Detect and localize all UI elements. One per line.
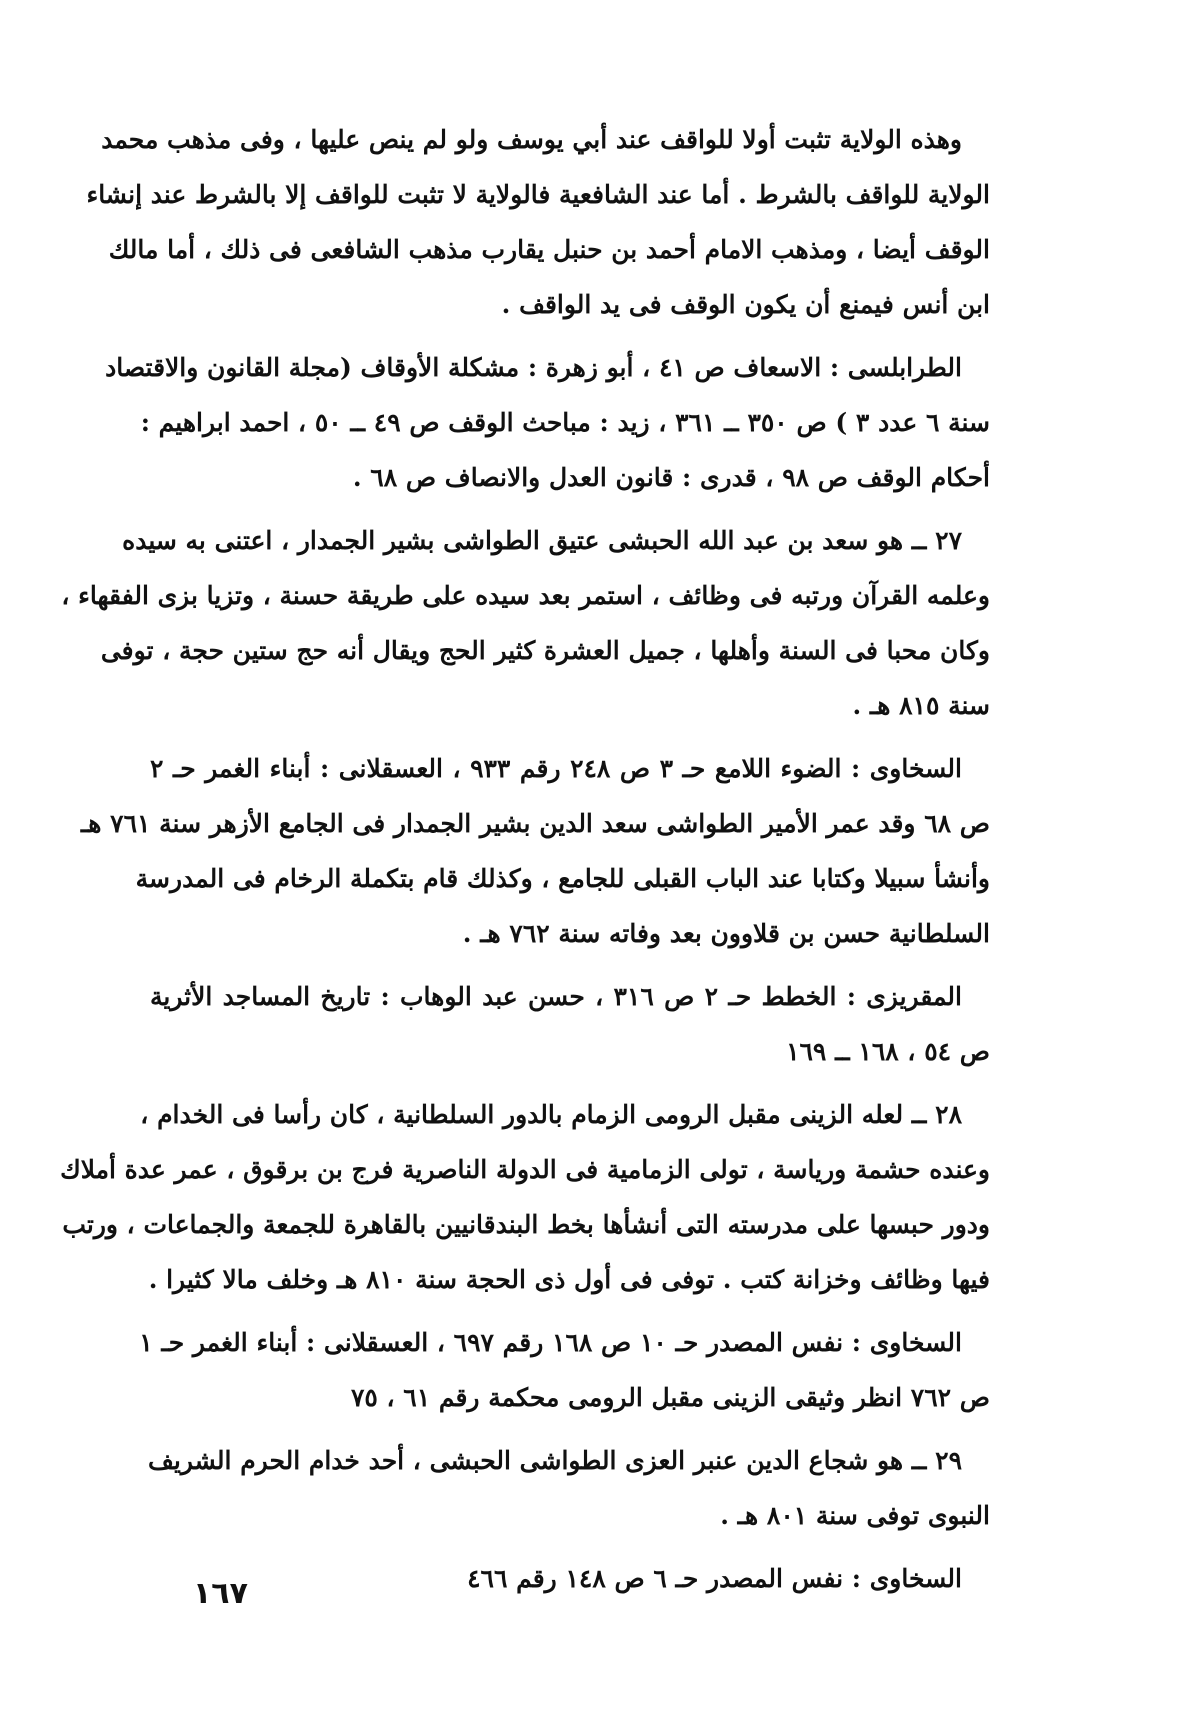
text-line: السخاوى : نفس المصدر حـ ١٠ ص ١٦٨ رقم ٦٩٧ ، العسقلانى : أبناء الغمر حـ ١ [139, 1328, 962, 1357]
text-line: ابن أنس فيمنع أن يكون الوقف فى يد الواقف . [501, 290, 990, 319]
text-line: ص ٧٦٢ انظر وثيقى الزينى مقبل الرومى محكمة رقم ٦١ ، ٧٥ [350, 1383, 990, 1412]
text-line: وأنشأ سبيلا وكتابا عند الباب القبلى للجامع ، وكذلك قام بتكملة الرخام فى المدرسة [135, 864, 990, 893]
text-line: ص ٦٨ وقد عمر الأمير الطواشى سعد الدين بشير الجمدار فى الجامع الأزهر سنة ٧٦١ هـ [80, 809, 990, 838]
text-line: ٢٨ ــ لعله الزينى مقبل الرومى الزمام بالدور السلطانية ، كان رأسا فى الخدام ، [140, 1100, 962, 1129]
paragraph-references-27 [80, 741, 990, 961]
paragraph-references-1 [105, 340, 990, 505]
text-line: وكان محبا فى السنة وأهلها ، جميل العشرة كثير الحج ويقال أنه حج ستين حجة ، توفى [100, 636, 990, 665]
text-line: الولاية للواقف بالشرط . أما عند الشافعية فالولاية لا تثبت للواقف إلا بالشرط عند إنشاء [86, 180, 990, 209]
paragraph-references-29 [150, 1551, 990, 1606]
paragraph-references-maqrizi [150, 969, 990, 1079]
text-line: سنة ٨١٥ هـ . [852, 691, 990, 720]
paragraph-references-28 [139, 1315, 990, 1425]
text-line: الوقف أيضا ، ومذهب الامام أحمد بن حنبل يقارب مذهب الشافعى فى ذلك ، أما مالك [108, 235, 990, 264]
text-line: ٢٧ ــ هو سعد بن عبد الله الحبشى عتيق الطواشى بشير الجمدار ، اعتنى به سيده [122, 526, 962, 555]
page-number: ١٦٧ [193, 1576, 248, 1611]
text-line: المقريزى : الخطط حـ ٢ ص ٣١٦ ، حسن عبد الوهاب : تاريخ المساجد الأثرية [150, 982, 962, 1011]
paragraph-note-29 [150, 1433, 990, 1543]
text-line: ٢٩ ــ هو شجاع الدين عنبر العزى الطواشى الحبشى ، أحد خدام الحرم الشريف [148, 1446, 962, 1475]
text-line: فيها وظائف وخزانة كتب . توفى فى أول ذى الحجة سنة ٨١٠ هـ وخلف مالا كثيرا . [148, 1265, 990, 1294]
text-line: ص ٥٤ ، ١٦٨ ــ ١٦٩ [786, 1037, 990, 1066]
text-line: النبوى توفى سنة ٨٠١ هـ . [720, 1501, 990, 1530]
text-line: سنة ٦ عدد ٣ ) ص ٣٥٠ ــ ٣٦١ ، زيد : مباحث الوقف ص ٤٩ ــ ٥٠ ، احمد ابراهيم : [140, 408, 990, 437]
text-line: السخاوى : الضوء اللامع حـ ٣ ص ٢٤٨ رقم ٩٣٣ ، العسقلانى : أبناء الغمر حـ ٢ [150, 754, 962, 783]
text-line: السلطانية حسن بن قلاوون بعد وفاته سنة ٧٦٢ هـ . [462, 919, 990, 948]
paragraph-waqf-guardianship [86, 112, 990, 332]
text-line: ودور حبسها على مدرسته التى أنشأها بخط البندقانيين بالقاهرة للجمعة والجماعات ، ورتب [62, 1210, 990, 1239]
paragraph-note-27 [61, 513, 990, 733]
body-text [60, 112, 990, 1614]
text-line: السخاوى : نفس المصدر حـ ٦ ص ١٤٨ رقم ٤٦٦ [467, 1564, 962, 1593]
text-line: وعلمه القرآن ورتبه فى وظائف ، استمر بعد سيده على طريقة حسنة ، وتزيا بزى الفقهاء ، [61, 581, 990, 610]
text-line: الطرابلسى : الاسعاف ص ٤١ ، أبو زهرة : مشكلة الأوقاف (مجلة القانون والاقتصاد [105, 353, 962, 382]
text-line: وعنده حشمة ورياسة ، تولى الزمامية فى الدولة الناصرية فرج بن برقوق ، عمر عدة أملاك [60, 1155, 990, 1184]
text-line: وهذه الولاية تثبت أولا للواقف عند أبي يوسف ولو لم ينص عليها ، وفى مذهب محمد [101, 125, 962, 154]
paragraph-note-28 [60, 1087, 990, 1307]
text-line: أحكام الوقف ص ٩٨ ، قدرى : قانون العدل والانصاف ص ٦٨ . [352, 463, 990, 492]
